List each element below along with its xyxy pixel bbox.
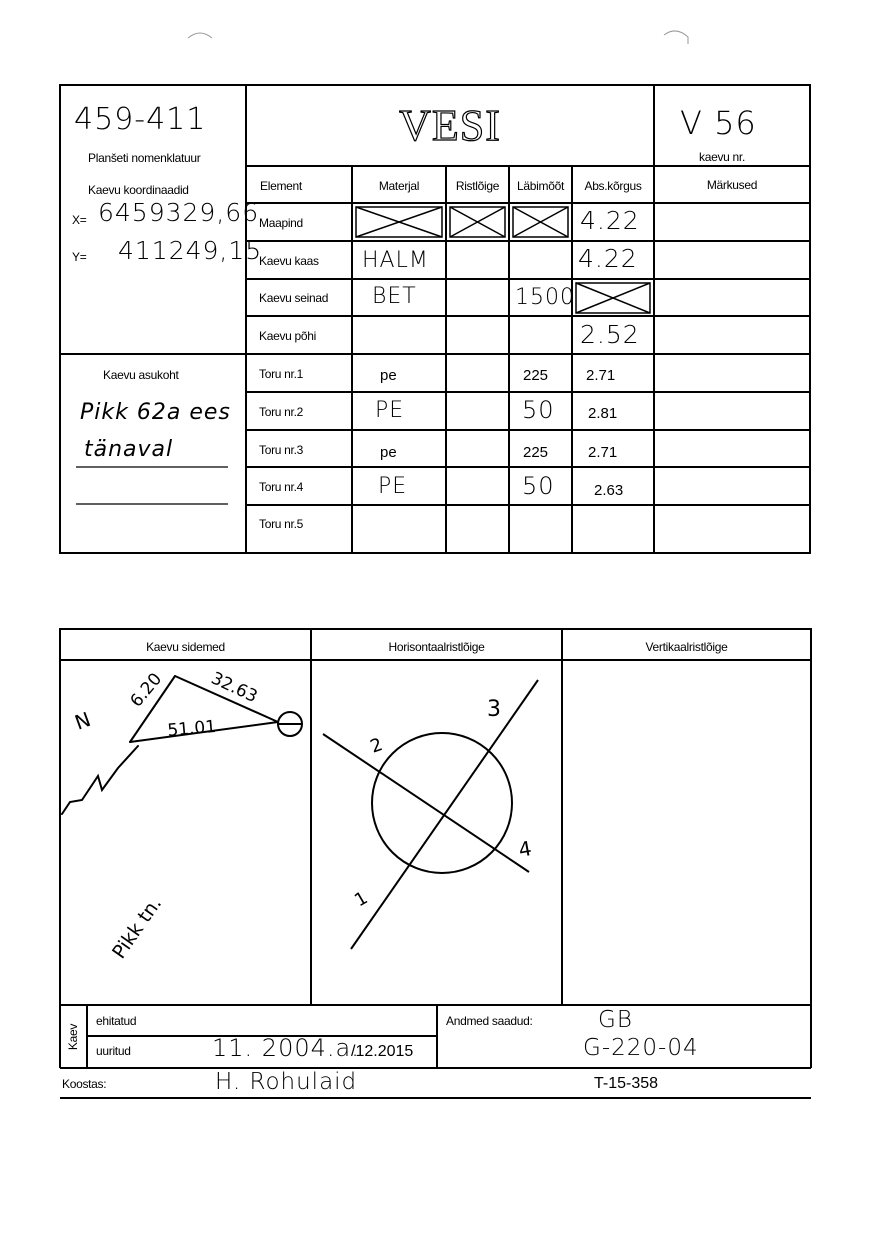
row-label-toru-1: Toru nr.1 xyxy=(259,367,303,381)
row-label-kaevu-kaas: Kaevu kaas xyxy=(259,254,319,268)
data-source-value-2: G-220-04 xyxy=(583,1035,699,1061)
cell-material-toru-1: pe xyxy=(380,367,397,384)
location-line-2: tänaval xyxy=(84,437,174,462)
y-label: Y= xyxy=(72,250,87,264)
horizontal-section-sketch xyxy=(311,660,562,1005)
cell-diameter-toru-1: 225 xyxy=(523,367,549,384)
col-header-element: Element xyxy=(260,179,302,193)
cell-elevation-maapind: 4.22 xyxy=(580,206,640,235)
well-number: V 56 xyxy=(680,104,757,142)
cell-elevation-kaevu-pohi: 2.52 xyxy=(580,320,640,349)
coordinates-label: Kaevu koordinaadid xyxy=(88,183,189,197)
plansheet-number: 459-411 xyxy=(74,102,207,137)
pipe-2-label: 2 xyxy=(367,734,386,758)
row-label-toru-3: Toru nr.3 xyxy=(259,443,303,457)
tie-length-a: 6.20 xyxy=(126,669,167,712)
col-header-diameter: Läbimõõt xyxy=(517,179,564,193)
page-title: VESI xyxy=(399,101,501,150)
tie-north-label: N xyxy=(71,707,94,735)
top-form-grid xyxy=(0,0,874,570)
cell-elevation-toru-3: 2.71 xyxy=(588,444,618,461)
vertical-section-label: Vertikaalristlõige xyxy=(645,640,728,654)
x-coordinate: 6459329,66 xyxy=(98,198,260,227)
tie-length-b: 32.63 xyxy=(207,668,261,708)
location-label: Kaevu asukoht xyxy=(103,368,179,382)
cell-elevation-toru-4: 2.63 xyxy=(594,482,624,499)
cell-material-kaevu-kaas: HALM xyxy=(362,248,429,273)
surveyed-update-date: /12.2015 xyxy=(351,1043,414,1060)
pipe-1-label: 1 xyxy=(351,887,372,912)
built-label: ehitatud xyxy=(96,1014,137,1028)
row-label-toru-4: Toru nr.4 xyxy=(259,480,303,494)
cell-material-toru-2: PE xyxy=(375,398,405,423)
col-header-elevation: Abs.kõrgus xyxy=(584,179,642,193)
cell-elevation-toru-2: 2.81 xyxy=(588,405,618,422)
surveyed-label: uuritud xyxy=(96,1044,131,1058)
cell-diameter-kaevu-seinad: 1500 xyxy=(515,285,575,310)
data-source-label: Andmed saadud: xyxy=(446,1014,533,1028)
cell-material-toru-4: PE xyxy=(378,474,408,499)
horizontal-section-label: Horisontaalristlõige xyxy=(388,640,485,654)
plansheet-label: Planšeti nomenklatuur xyxy=(88,151,201,165)
cell-diameter-toru-2: 50 xyxy=(522,396,555,424)
side-label-kaev: Kaev xyxy=(66,1023,80,1051)
row-label-toru-2: Toru nr.2 xyxy=(259,405,303,419)
compiled-label: Koostas: xyxy=(62,1077,107,1091)
data-source-value-1: GB xyxy=(598,1007,633,1033)
street-label: Pikk tn. xyxy=(108,892,167,963)
row-label-kaevu-seinad: Kaevu seinad xyxy=(259,291,329,305)
cell-diameter-toru-3: 225 xyxy=(523,444,549,461)
cell-material-kaevu-seinad: BET xyxy=(372,284,417,309)
row-label-kaevu-pohi: Kaevu põhi xyxy=(259,329,317,343)
compiled-by: H. Rohulaid xyxy=(215,1069,358,1095)
cell-elevation-kaevu-kaas: 4.22 xyxy=(578,244,638,273)
ties-label: Kaevu sidemed xyxy=(146,640,225,654)
col-header-notes: Märkused xyxy=(706,178,758,192)
row-label-toru-5: Toru nr.5 xyxy=(259,517,303,531)
pipe-3-label: 3 xyxy=(487,697,501,722)
surveyed-date: 11. 2004.a. xyxy=(212,1034,360,1062)
ties-sketch xyxy=(60,660,311,1005)
x-label: X= xyxy=(72,213,87,227)
cell-diameter-toru-4: 50 xyxy=(522,472,555,500)
pipe-4-label: 4 xyxy=(516,836,534,862)
well-number-label: kaevu nr. xyxy=(699,150,745,164)
cell-elevation-toru-1: 2.71 xyxy=(586,367,616,384)
y-coordinate: 411249,15 xyxy=(118,236,263,265)
row-label-maapind: Maapind xyxy=(259,216,303,230)
location-line-1: Pikk 62a ees xyxy=(80,400,231,425)
reference-number: T-15-358 xyxy=(594,1075,659,1092)
col-header-crosscut: Ristlõige xyxy=(455,179,500,193)
cell-material-toru-3: pe xyxy=(380,444,397,461)
tie-length-c: 51.01 xyxy=(166,716,217,741)
col-header-material: Materjal xyxy=(378,179,420,193)
